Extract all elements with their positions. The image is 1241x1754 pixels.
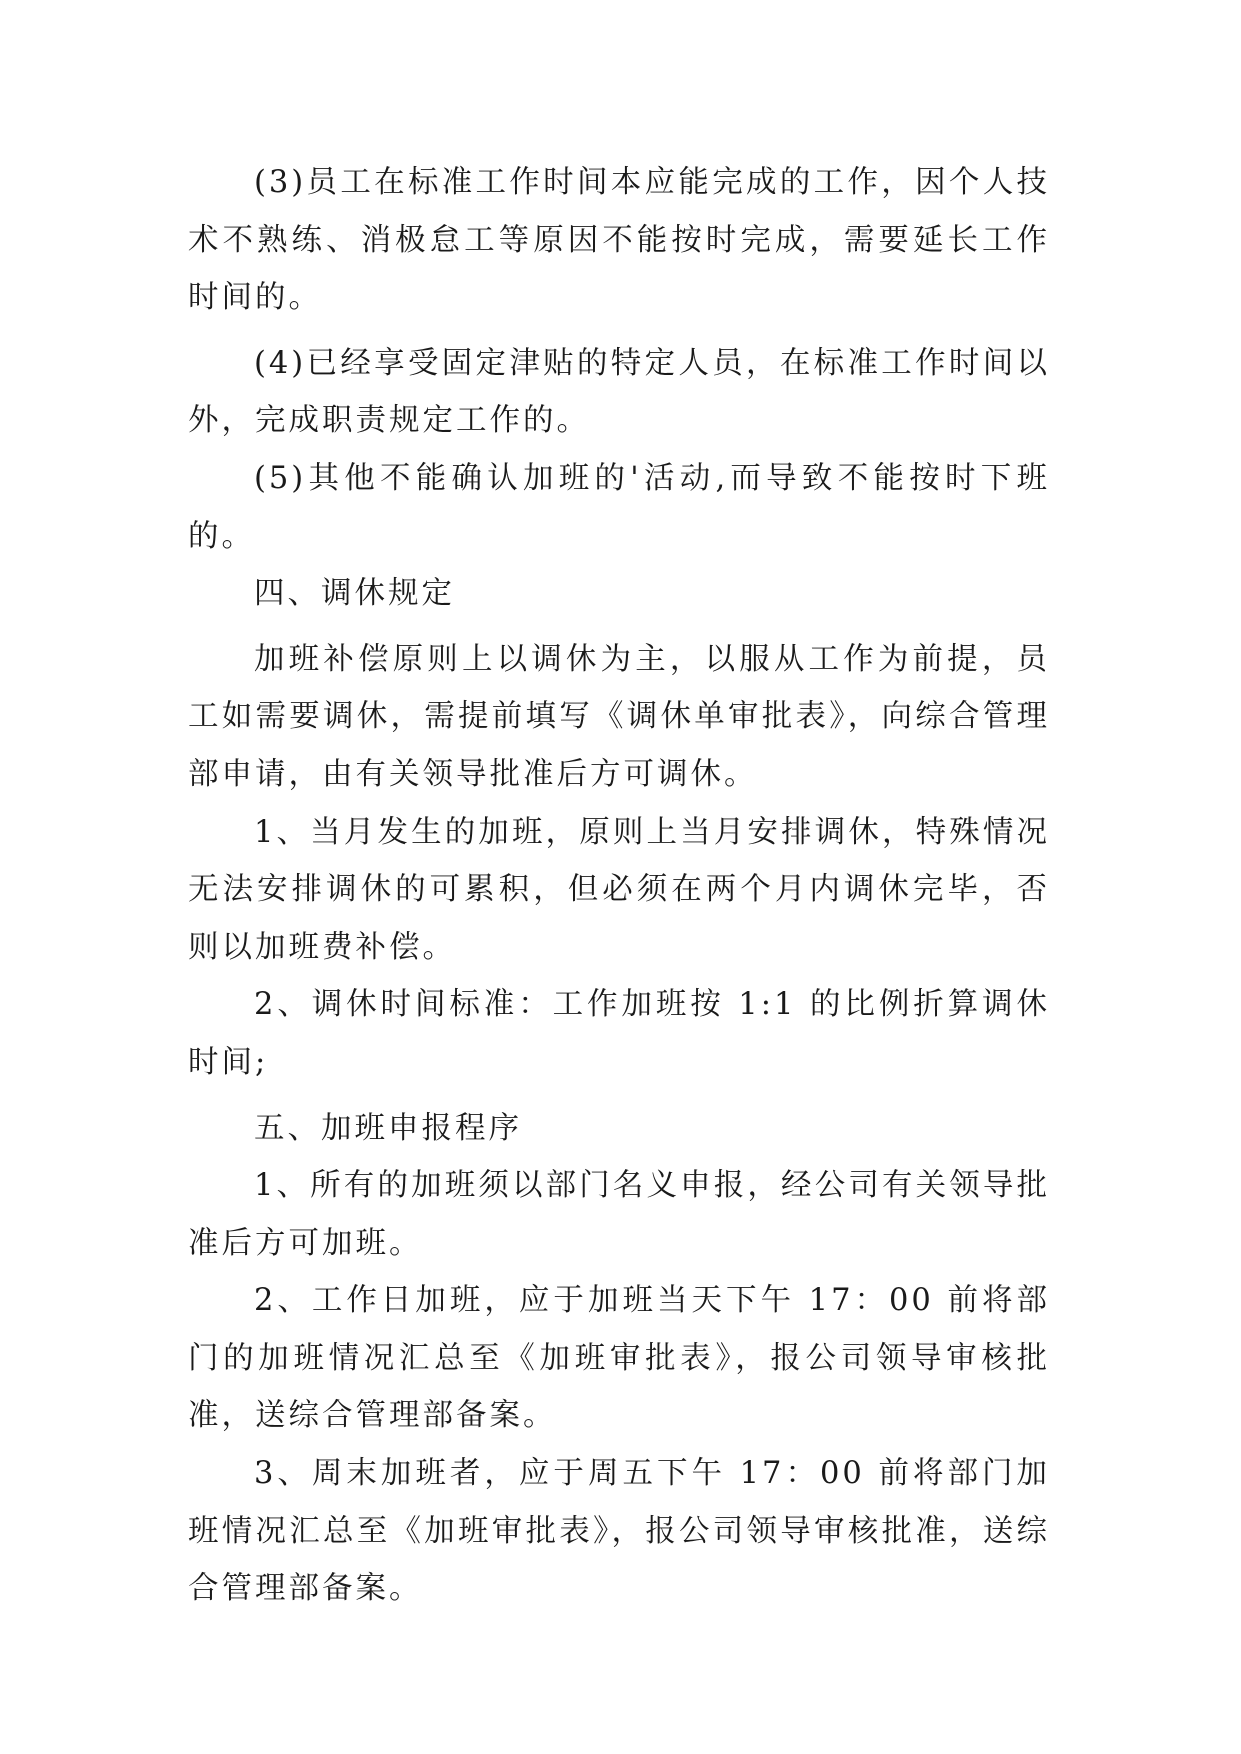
paragraph-leave-principle: 加班补偿原则上以调休为主，以服从工作为前提，员工如需要调休，需提前填写《调休单审批表》，向综合管理部申请，由有关领导批准后方可调休。 bbox=[188, 641, 1050, 792]
paragraph-leave-rule-2: 2、调休时间标准：工作加班按 1:1 的比例折算调休时间; bbox=[188, 987, 1050, 1080]
paragraph-procedure-2: 2、工作日加班，应于加班当天下午 17：00 前将部门的加班情况汇总至《加班审批表》，报公司领导审核批准，送综合管理部备案。 bbox=[188, 1283, 1050, 1434]
paragraph-procedure-1: 1、所有的加班须以部门名义申报，经公司有关领导批准后方可加班。 bbox=[188, 1168, 1050, 1261]
section-heading-4: 四、调休规定 bbox=[254, 576, 455, 612]
paragraph-item-5: (5)其他不能确认加班的'活动,而导致不能按时下班的。 bbox=[188, 460, 1050, 554]
paragraph-item-3: (3)员工在标准工作时间本应能完成的工作，因个人技术不熟练、消极怠工等原因不能按时完成，需要延长工作时间的。 bbox=[188, 165, 1050, 316]
paragraph-procedure-3: 3、周末加班者，应于周五下午 17：00 前将部门加班情况汇总至《加班审批表》，报公司领导审核批准，送综合管理部备案。 bbox=[188, 1456, 1050, 1607]
document-body bbox=[188, 154, 1050, 1618]
paragraph-leave-rule-1: 1、当月发生的加班，原则上当月安排调休，特殊情况无法安排调休的可累积，但必须在两个月内调休完毕，否则以加班费补偿。 bbox=[188, 814, 1050, 965]
paragraph-item-4: (4)已经享受固定津贴的特定人员，在标准工作时间以外，完成职责规定工作的。 bbox=[188, 345, 1050, 439]
section-heading-5: 五、加班申报程序 bbox=[254, 1110, 522, 1146]
